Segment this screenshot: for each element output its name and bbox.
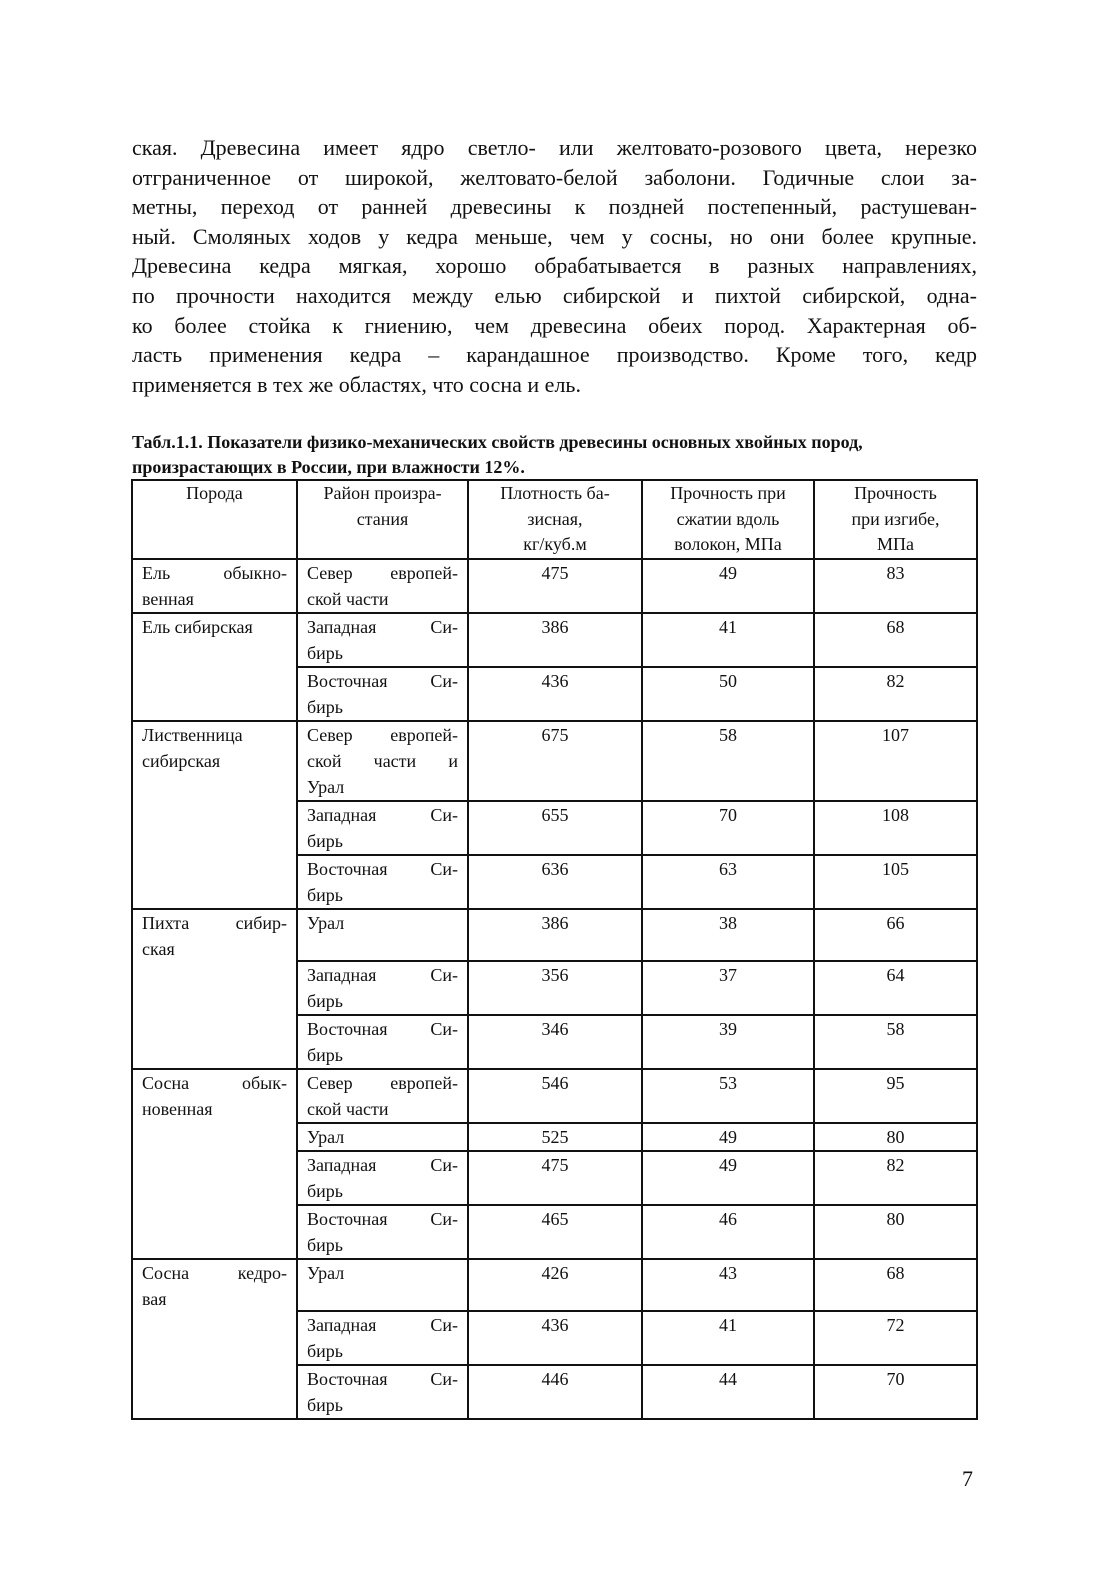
paragraph-line: ская. Древесина имеет ядро светло- или желтовато-розового цвета, нерезко bbox=[132, 135, 977, 160]
region-cell: Север европей- ской части bbox=[297, 1069, 468, 1123]
table-row bbox=[132, 559, 977, 613]
species-cell: Лиственница сибирская bbox=[132, 721, 297, 909]
density-cell: 475 bbox=[468, 1151, 642, 1205]
density-cell: 525 bbox=[468, 1123, 642, 1151]
species-cell: Ель обыкно- венная bbox=[132, 559, 297, 613]
bending-strength-cell: 108 bbox=[814, 801, 977, 855]
compression-strength-cell: 37 bbox=[642, 961, 814, 1015]
bending-strength-cell: 58 bbox=[814, 1015, 977, 1069]
bending-strength-cell: 72 bbox=[814, 1311, 977, 1365]
bending-strength-cell: 66 bbox=[814, 909, 977, 961]
density-cell: 436 bbox=[468, 667, 642, 721]
compression-strength-cell: 49 bbox=[642, 1123, 814, 1151]
density-cell: 465 bbox=[468, 1205, 642, 1259]
wood-properties-table bbox=[131, 479, 978, 1420]
paragraph-line: ласть применения кедра – карандашное производство. Кроме того, кедр bbox=[132, 342, 977, 368]
density-cell: 546 bbox=[468, 1069, 642, 1123]
paragraph-line: ко более стойка к гниению, чем древесина обеих пород. Характерная об- bbox=[132, 312, 977, 338]
paragraph-line: метны, переход от ранней древесины к поздней постепенный, растушеван- bbox=[132, 194, 977, 220]
region-cell: Западная Си- бирь bbox=[297, 613, 468, 667]
table-row bbox=[132, 909, 977, 961]
table-row bbox=[132, 1069, 977, 1123]
species-cell: Сосна обык- новенная bbox=[132, 1069, 297, 1259]
bending-strength-cell: 95 bbox=[814, 1069, 977, 1123]
paragraph-line: отграниченное от широкой, желтовато-белой заболони. Годичные слои за- bbox=[132, 164, 977, 190]
region-cell: Урал bbox=[297, 1259, 468, 1311]
body-paragraph bbox=[132, 133, 977, 399]
bending-strength-cell: 80 bbox=[814, 1123, 977, 1151]
bending-strength-cell: 68 bbox=[814, 613, 977, 667]
density-cell: 356 bbox=[468, 961, 642, 1015]
region-cell: Восточная Си- бирь bbox=[297, 1205, 468, 1259]
paragraph-line: по прочности находится между елью сибирской и пихтой сибирской, одна- bbox=[132, 282, 977, 308]
column-header: Плотность ба- зисная, кг/куб.м bbox=[468, 480, 642, 559]
compression-strength-cell: 49 bbox=[642, 559, 814, 613]
region-cell: Западная Си- бирь bbox=[297, 801, 468, 855]
region-cell: Урал bbox=[297, 909, 468, 961]
column-header: Прочность при изгибе, МПа bbox=[814, 480, 977, 559]
compression-strength-cell: 41 bbox=[642, 1311, 814, 1365]
density-cell: 426 bbox=[468, 1259, 642, 1311]
species-cell: Сосна кедро- вая bbox=[132, 1259, 297, 1419]
bending-strength-cell: 105 bbox=[814, 855, 977, 909]
density-cell: 346 bbox=[468, 1015, 642, 1069]
table-caption: Табл.1.1. Показатели физико-механических свойств древесины основных хвойных пород, произрастающих в России, при влажности 12%. bbox=[132, 432, 863, 477]
bending-strength-cell: 64 bbox=[814, 961, 977, 1015]
compression-strength-cell: 63 bbox=[642, 855, 814, 909]
bending-strength-cell: 80 bbox=[814, 1205, 977, 1259]
bending-strength-cell: 107 bbox=[814, 721, 977, 801]
compression-strength-cell: 41 bbox=[642, 613, 814, 667]
density-cell: 446 bbox=[468, 1365, 642, 1419]
compression-strength-cell: 46 bbox=[642, 1205, 814, 1259]
page-number: 7 bbox=[962, 1466, 973, 1491]
density-cell: 636 bbox=[468, 855, 642, 909]
region-cell: Урал bbox=[297, 1123, 468, 1151]
compression-strength-cell: 58 bbox=[642, 721, 814, 801]
region-cell: Западная Си- бирь bbox=[297, 1151, 468, 1205]
compression-strength-cell: 38 bbox=[642, 909, 814, 961]
density-cell: 436 bbox=[468, 1311, 642, 1365]
bending-strength-cell: 82 bbox=[814, 1151, 977, 1205]
region-cell: Север европей- ской части bbox=[297, 559, 468, 613]
region-cell: Север европей- ской части и Урал bbox=[297, 721, 468, 801]
compression-strength-cell: 43 bbox=[642, 1259, 814, 1311]
bending-strength-cell: 70 bbox=[814, 1365, 977, 1419]
paragraph-line: ный. Смоляных ходов у кедра меньше, чем у сосны, но они более крупные. bbox=[132, 223, 977, 249]
region-cell: Западная Си- бирь bbox=[297, 961, 468, 1015]
compression-strength-cell: 39 bbox=[642, 1015, 814, 1069]
table-row bbox=[132, 1259, 977, 1311]
density-cell: 386 bbox=[468, 613, 642, 667]
region-cell: Восточная Си- бирь bbox=[297, 855, 468, 909]
region-cell: Восточная Си- бирь bbox=[297, 667, 468, 721]
density-cell: 655 bbox=[468, 801, 642, 855]
column-header: Прочность при сжатии вдоль волокон, МПа bbox=[642, 480, 814, 559]
density-cell: 386 bbox=[468, 909, 642, 961]
table-row bbox=[132, 721, 977, 801]
compression-strength-cell: 70 bbox=[642, 801, 814, 855]
bending-strength-cell: 82 bbox=[814, 667, 977, 721]
column-header: Район произра- стания bbox=[297, 480, 468, 559]
table-row bbox=[132, 613, 977, 667]
species-cell: Ель сибирская bbox=[132, 613, 297, 721]
region-cell: Западная Си- бирь bbox=[297, 1311, 468, 1365]
density-cell: 675 bbox=[468, 721, 642, 801]
region-cell: Восточная Си- бирь bbox=[297, 1015, 468, 1069]
species-cell: Пихта сибир- ская bbox=[132, 909, 297, 1069]
paragraph-line: применяется в тех же областях, что сосна и ель. bbox=[132, 371, 581, 397]
compression-strength-cell: 44 bbox=[642, 1365, 814, 1419]
bending-strength-cell: 68 bbox=[814, 1259, 977, 1311]
table-header-row bbox=[132, 480, 977, 559]
paragraph-line: Древесина кедра мягкая, хорошо обрабатывается в разных направлениях, bbox=[132, 253, 977, 279]
region-cell: Восточная Си- бирь bbox=[297, 1365, 468, 1419]
compression-strength-cell: 50 bbox=[642, 667, 814, 721]
density-cell: 475 bbox=[468, 559, 642, 613]
compression-strength-cell: 49 bbox=[642, 1151, 814, 1205]
bending-strength-cell: 83 bbox=[814, 559, 977, 613]
compression-strength-cell: 53 bbox=[642, 1069, 814, 1123]
column-header: Порода bbox=[132, 480, 297, 559]
